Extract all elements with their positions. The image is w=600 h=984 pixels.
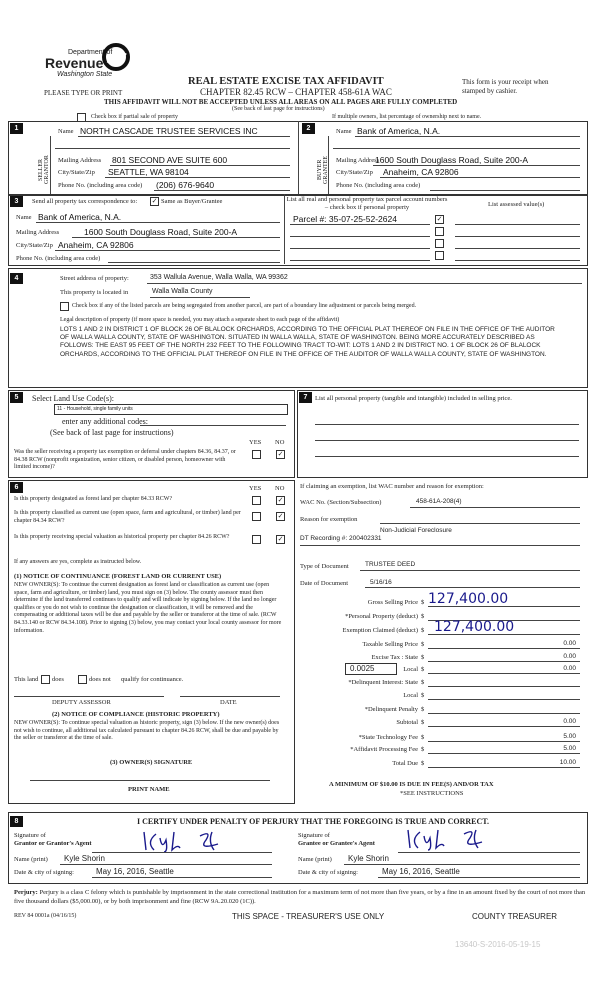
land-use-label: Select Land Use Code(s): [32, 394, 114, 403]
document-date[interactable]: 5/16/16 [370, 579, 392, 586]
current-use-yes-checkbox[interactable] [252, 512, 261, 521]
exemption-dollar: $ [421, 627, 425, 634]
seller-phone[interactable]: (206) 676-9640 [156, 180, 215, 190]
claim-exemption-label: If claiming an exemption, list WAC number and reason for exemption: [300, 483, 484, 490]
street-address[interactable]: 353 Wallula Avenue, Walla Walla, WA 99362 [150, 274, 288, 281]
seller-vertical-label: SELLER GRANTOR [38, 155, 50, 185]
section-7-number: 7 [299, 392, 312, 403]
document-type[interactable]: TRUSTEE DEED [365, 561, 416, 568]
delinquent-local-label: Local [403, 692, 418, 699]
grantee-sig-label-1: Signature of [298, 832, 330, 839]
seller-city-label: City/State/Zip [58, 169, 95, 176]
section-6-box [8, 480, 295, 804]
if-yes-note: If any answers are yes, complete as instructed below. [14, 559, 142, 565]
grantor-sig-label-1: Signature of [14, 832, 46, 839]
parcel-4-personal-checkbox[interactable] [435, 251, 444, 260]
grantor-name-label: Name (print) [14, 856, 48, 863]
seller-city[interactable]: SEATTLE, WA 98104 [108, 167, 189, 177]
grantee-sig-label-2: Grantee or Grantee's Agent [298, 840, 375, 847]
taxable-label: Taxable Selling Price [362, 641, 418, 648]
section-5-number: 5 [10, 392, 23, 403]
does-not-checkbox[interactable] [78, 675, 87, 684]
wac-number[interactable]: 458-61A-208(4) [416, 498, 462, 505]
form-chapter: CHAPTER 82.45 RCW – CHAPTER 458-61A WAC [200, 87, 392, 97]
located-in-label: This property is located in [60, 289, 129, 296]
grantor-sig-label-2: Grantor or Grantor's Agent [14, 840, 92, 847]
subtotal-amount[interactable]: 0.00 [563, 718, 576, 725]
grantor-print-name[interactable]: Kyle Shorin [64, 854, 105, 863]
grantee-date-label: Date & city of signing: [298, 869, 358, 876]
notice-continuance-title: (1) NOTICE OF CONTINUANCE (FOREST LAND OR CURRENT USE) [14, 573, 222, 580]
personal-property-label: *Personal Property (deduct) [345, 613, 418, 620]
exemption-reason[interactable]: Non-Judicial Foreclosure [380, 527, 452, 534]
form-title: REAL ESTATE EXCISE TAX AFFIDAVIT [188, 76, 384, 87]
delinquent-interest-label: *Delinquent Interest: State [348, 679, 418, 686]
s3-city-label: City/State/Zip [16, 242, 53, 249]
gross-label: Gross Selling Price [367, 599, 418, 606]
buyer-city-label: City/State/Zip [336, 169, 373, 176]
dt-recording[interactable]: DT Recording #: 200402331 [300, 535, 382, 542]
current-use-no-checkbox[interactable]: ✓ [277, 512, 284, 520]
section-3-number: 3 [10, 196, 23, 207]
see-back-note: (See back of last page for instructions) [232, 106, 325, 112]
local-amount[interactable]: 0.00 [563, 665, 576, 672]
legal-description-label: Legal description of property (if more space is needed, you may attach a separate sheet to each page of the affidavit) [60, 317, 340, 323]
does-not-label: does not [89, 676, 111, 683]
taxable-amount[interactable]: 0.00 [563, 640, 576, 647]
buyer-address[interactable]: 1600 South Douglass Road, Suite 200-A [375, 155, 529, 165]
perjury-text: Perjury is a class C felony which is punishable by imprisonment in the state correctional institution for a maximum term of not more than five years, or by a fine in an amount fixed by the court of not more than five thousand dollars ($5,000.00), or by both imprisonment and fine (RCW 9A.20.020 (1C)). [14, 889, 586, 905]
deputy-assessor-label: DEPUTY ASSESSOR [52, 699, 111, 706]
local-label: Local [403, 666, 418, 673]
excise-state-label: Excise Tax : State [371, 654, 418, 661]
subtotal-dollar: $ [421, 719, 425, 726]
personal-dollar: $ [421, 613, 425, 620]
land-use-value: 11 - Household, single family units [57, 406, 133, 412]
section-6-number: 6 [10, 482, 23, 493]
seller-phone-label: Phone No. (including area code) [58, 182, 143, 189]
parcel-number[interactable]: Parcel #: 35-07-25-52-2624 [293, 214, 397, 224]
s6-yes-header: YES [249, 485, 262, 492]
seller-address[interactable]: 801 SECOND AVE SUITE 600 [112, 155, 228, 165]
s3-address[interactable]: 1600 South Douglass Road, Suite 200-A [84, 227, 238, 237]
exemption-claimed-label: Exemption Claimed (deduct) [342, 627, 418, 634]
grantor-date-city[interactable]: May 16, 2016, Seattle [96, 867, 174, 876]
same-as-buyer-label: Same as Buyer/Grantee [161, 198, 223, 205]
seller-name[interactable]: NORTH CASCADE TRUSTEE SERVICES INC [80, 126, 258, 136]
s3-name-label: Name [16, 214, 32, 221]
buyer-name-label: Name [336, 128, 352, 135]
grantee-date-city[interactable]: May 16, 2016, Seattle [382, 867, 460, 876]
logo-state: Washington State [57, 71, 113, 78]
total-due-amount[interactable]: 10.00 [559, 759, 576, 766]
grantee-name-label: Name (print) [298, 856, 332, 863]
partial-sale-label: Check box if partial sale of property [91, 114, 178, 120]
s6-no-header: NO [275, 485, 285, 492]
exemption-yes-checkbox[interactable] [252, 450, 261, 459]
warning-text: THIS AFFIDAVIT WILL NOT BE ACCEPTED UNLESS ALL AREAS ON ALL PAGES ARE FULLY COMPLETED [104, 98, 458, 106]
this-land-label: This land [14, 676, 39, 683]
grantee-signature[interactable] [404, 826, 514, 852]
certify-statement: I CERTIFY UNDER PENALTY OF PERJURY THAT THE FOREGOING IS TRUE AND CORRECT. [137, 817, 490, 826]
legal-description[interactable]: LOTS 1 AND 2 IN DISTRICT 1 OF BLOCK 26 OF BLALOCK ORCHARDS, ACCORDING TO THE OFFICIAL PLAT THEREOF ON FILE IN THE OFFICE OF THE AUDITOR OF WALLA WALLA COUNTY, STATE OF WASHINGTON. SITUATED IN WALLA WALLA, STATE OF WASHINGTON. BEING MORE ACCURATELY DESCRIBED AS FOLLOWS: THE EAST 95 FEET OF THE NORTH 232 FEET TO THE FOLLOWING TRACT TO-WIT: LOTS 1 AND 2 IN DISTRICT NO. 1 OF BLOCK 26 OF BLALOCK ORCHARDS, ACCORDING TO THE OFFICIAL PLAT THEREOF ON FILE IN THE OFFICE OF THE AUDITOR OF WALLA WALLA COUNTY, STATE OF WASHINGTON. [60, 326, 555, 358]
buyer-name[interactable]: Bank of America, N.A. [357, 126, 441, 136]
perjury-notice [14, 888, 586, 906]
treasurer-space: THIS SPACE - TREASURER'S USE ONLY [232, 912, 385, 921]
parcel-3-personal-checkbox[interactable] [435, 239, 444, 248]
affidavit-fee-dollar: $ [421, 746, 425, 753]
send-correspondence-label: Send all property tax correspondence to: [32, 198, 138, 205]
s3-phone-label: Phone No. (including area code) [16, 255, 101, 262]
buyer-phone-label: Phone No. (including area code) [336, 182, 421, 189]
buyer-address-label: Mailing Address [336, 157, 380, 164]
section-1-number: 1 [10, 123, 23, 134]
tech-fee-dollar: $ [421, 734, 425, 741]
section-8-number: 8 [10, 816, 23, 827]
document-type-label: Type of Document [300, 563, 349, 570]
forest-yes-checkbox[interactable] [252, 496, 261, 505]
s3-address-label: Mailing Address [16, 229, 60, 236]
grantor-date-label: Date & city of signing: [14, 869, 74, 876]
q-historic: Is this property receiving special valuation as historical property per chapter 84.26 RCW? [14, 534, 230, 540]
see-instructions-note: *SEE INSTRUCTIONS [400, 790, 464, 797]
taxable-dollar: $ [421, 641, 425, 648]
street-address-label: Street address of property: [60, 275, 129, 282]
minimum-due-note: A MINIMUM OF $10.00 IS DUE IN FEE(S) AND/OR TAX [329, 781, 494, 788]
seller-address-label: Mailing Address [58, 157, 102, 164]
exemption-amount[interactable]: 127,400.00 [434, 619, 515, 635]
seller-name-label: Name [58, 128, 74, 135]
does-label: does [52, 676, 64, 683]
personal-property-text: List all personal property (tangible and intangible) included in selling price. [315, 395, 512, 402]
exemption-question: Was the seller receiving a property tax exemption or deferral under chapters 84.36, 84.37, or 84.38 RCW (nonprofit organization, senior citizen, or disabled person, homeowner with limited income)? [14, 449, 236, 470]
delinquent-local-dollar: $ [421, 692, 425, 699]
county[interactable]: Walla Walla County [152, 288, 213, 295]
print-name-label: PRINT NAME [128, 786, 170, 793]
local-dollar: $ [421, 666, 425, 673]
parcel-1-personal-checkbox[interactable]: ✓ [436, 215, 443, 223]
perjury-title: Perjury: [14, 889, 38, 896]
segregation-checkbox[interactable] [60, 302, 69, 311]
s3-name[interactable]: Bank of America, N.A. [38, 212, 122, 222]
grantor-signature[interactable] [140, 828, 250, 854]
grantee-print-name[interactable]: Kyle Shorin [348, 854, 389, 863]
date-label: DATE [220, 699, 237, 706]
exemption-reason-label: Reason for exemption [300, 516, 358, 523]
s5-yes-header: YES [249, 439, 262, 446]
document-date-label: Date of Document [300, 580, 349, 587]
section-4-number: 4 [10, 273, 23, 284]
county-treasurer: COUNTY TREASURER [472, 912, 558, 921]
please-type-label: PLEASE TYPE OR PRINT [44, 89, 123, 97]
parcel-2-personal-checkbox[interactable] [435, 227, 444, 236]
notice-continuance-text: NEW OWNER(S): To continue the current designation as forest land or classification as current use (open space, farm and agriculture, or timber) land, you must sign on (3) below. The county assessor must then determine if the land transferred continues to qualify and will indicate by signing below. If the land no longer qualifies or you do not wish to continue the designation or classification, it will be removed and the compensating or additional taxes will be due and payable by the seller or transferor at the time of sale. (RCW 84.33.140 or RCW 84.34.108). Prior to signing (3) below, you may contact your local county assessor for more information. [14, 582, 282, 634]
form-revision: REV 84 0001a (04/16/15) [14, 913, 77, 919]
notice-compliance-text: NEW OWNER(S): To continue special valuation as historic property, sign (3) below. If the new owner(s) does not wish to continue, all additional tax calculated pursuant to chapter 84.26 RCW, shall be due and payable by the seller or transferor at the time of sale. [14, 720, 280, 742]
exemption-no-checkbox[interactable]: ✓ [277, 450, 284, 458]
delinquent-interest-dollar: $ [421, 679, 425, 686]
affidavit-fee-amount[interactable]: 5.00 [563, 745, 576, 752]
owners-signature-title: (3) OWNER(S) SIGNATURE [110, 759, 193, 766]
parcel-list-header: List all real and personal property tax parcel account numbers – check box if personal property [286, 196, 448, 211]
s5-no-header: NO [275, 439, 285, 446]
buyer-vertical-label: BUYER GRANTEE [317, 156, 329, 184]
assessed-value-header: List assessed value(s) [488, 201, 545, 208]
segregation-label: Check box if any of the listed parcels are being segregated from another parcel, are part of a boundary line adjustment or parcels being merged. [72, 303, 417, 309]
notice-compliance-title: (2) NOTICE OF COMPLIANCE (HISTORIC PROPERTY) [52, 711, 220, 718]
tech-fee-label: *State Technology Fee [358, 734, 418, 741]
s3-city[interactable]: Anaheim, CA 92806 [58, 240, 134, 250]
additional-codes-label: enter any additional codes: [62, 417, 148, 426]
multiple-owners-note: If multiple owners, list percentage of ownership next to name. [332, 114, 482, 120]
buyer-city[interactable]: Anaheim, CA 92806 [383, 167, 459, 177]
delinquent-penalty-label: *Delinquent Penalty [364, 706, 418, 713]
wac-label: WAC No. (Section/Subsection) [300, 499, 382, 506]
q-current-use: Is this property classified as current use (open space, farm and agricultural, or timber) land per chapter 84.34 RCW? [14, 510, 241, 524]
does-checkbox[interactable] [41, 675, 50, 684]
subtotal-label: Subtotal [396, 719, 418, 726]
tech-fee-amount[interactable]: 5.00 [563, 733, 576, 740]
total-dollar: $ [421, 760, 425, 767]
gross-amount[interactable]: 127,400.00 [428, 591, 509, 607]
excise-state-dollar: $ [421, 654, 425, 661]
revenue-swirl-icon [102, 43, 130, 71]
q-forest-land: Is this property designated as forest land per chapter 84.33 RCW? [14, 496, 173, 502]
forest-no-checkbox[interactable]: ✓ [277, 496, 284, 504]
delinquent-penalty-dollar: $ [421, 706, 425, 713]
same-as-buyer-checkbox[interactable]: ✓ [151, 197, 158, 205]
logo-dept-line: Department of [68, 49, 113, 56]
affidavit-fee-label: *Affidavit Processing Fee [350, 746, 418, 753]
excise-state-amount[interactable]: 0.00 [563, 653, 576, 660]
historic-no-checkbox[interactable]: ✓ [277, 535, 284, 543]
cashier-stamp: 13640-S-2016-05-19-15 [455, 940, 541, 949]
total-due-label: Total Due [392, 760, 418, 767]
historic-yes-checkbox[interactable] [252, 535, 261, 544]
receipt-note: This form is your receipt when stamped by cashier. [462, 78, 549, 95]
local-rate: 0.0025 [350, 664, 375, 673]
qualify-label: qualify for continuance. [121, 676, 184, 683]
gross-dollar: $ [421, 599, 425, 606]
section-2-number: 2 [302, 123, 315, 134]
land-use-see-back: (See back of last page for instructions) [50, 428, 174, 437]
logo-revenue: Revenue [45, 55, 104, 71]
